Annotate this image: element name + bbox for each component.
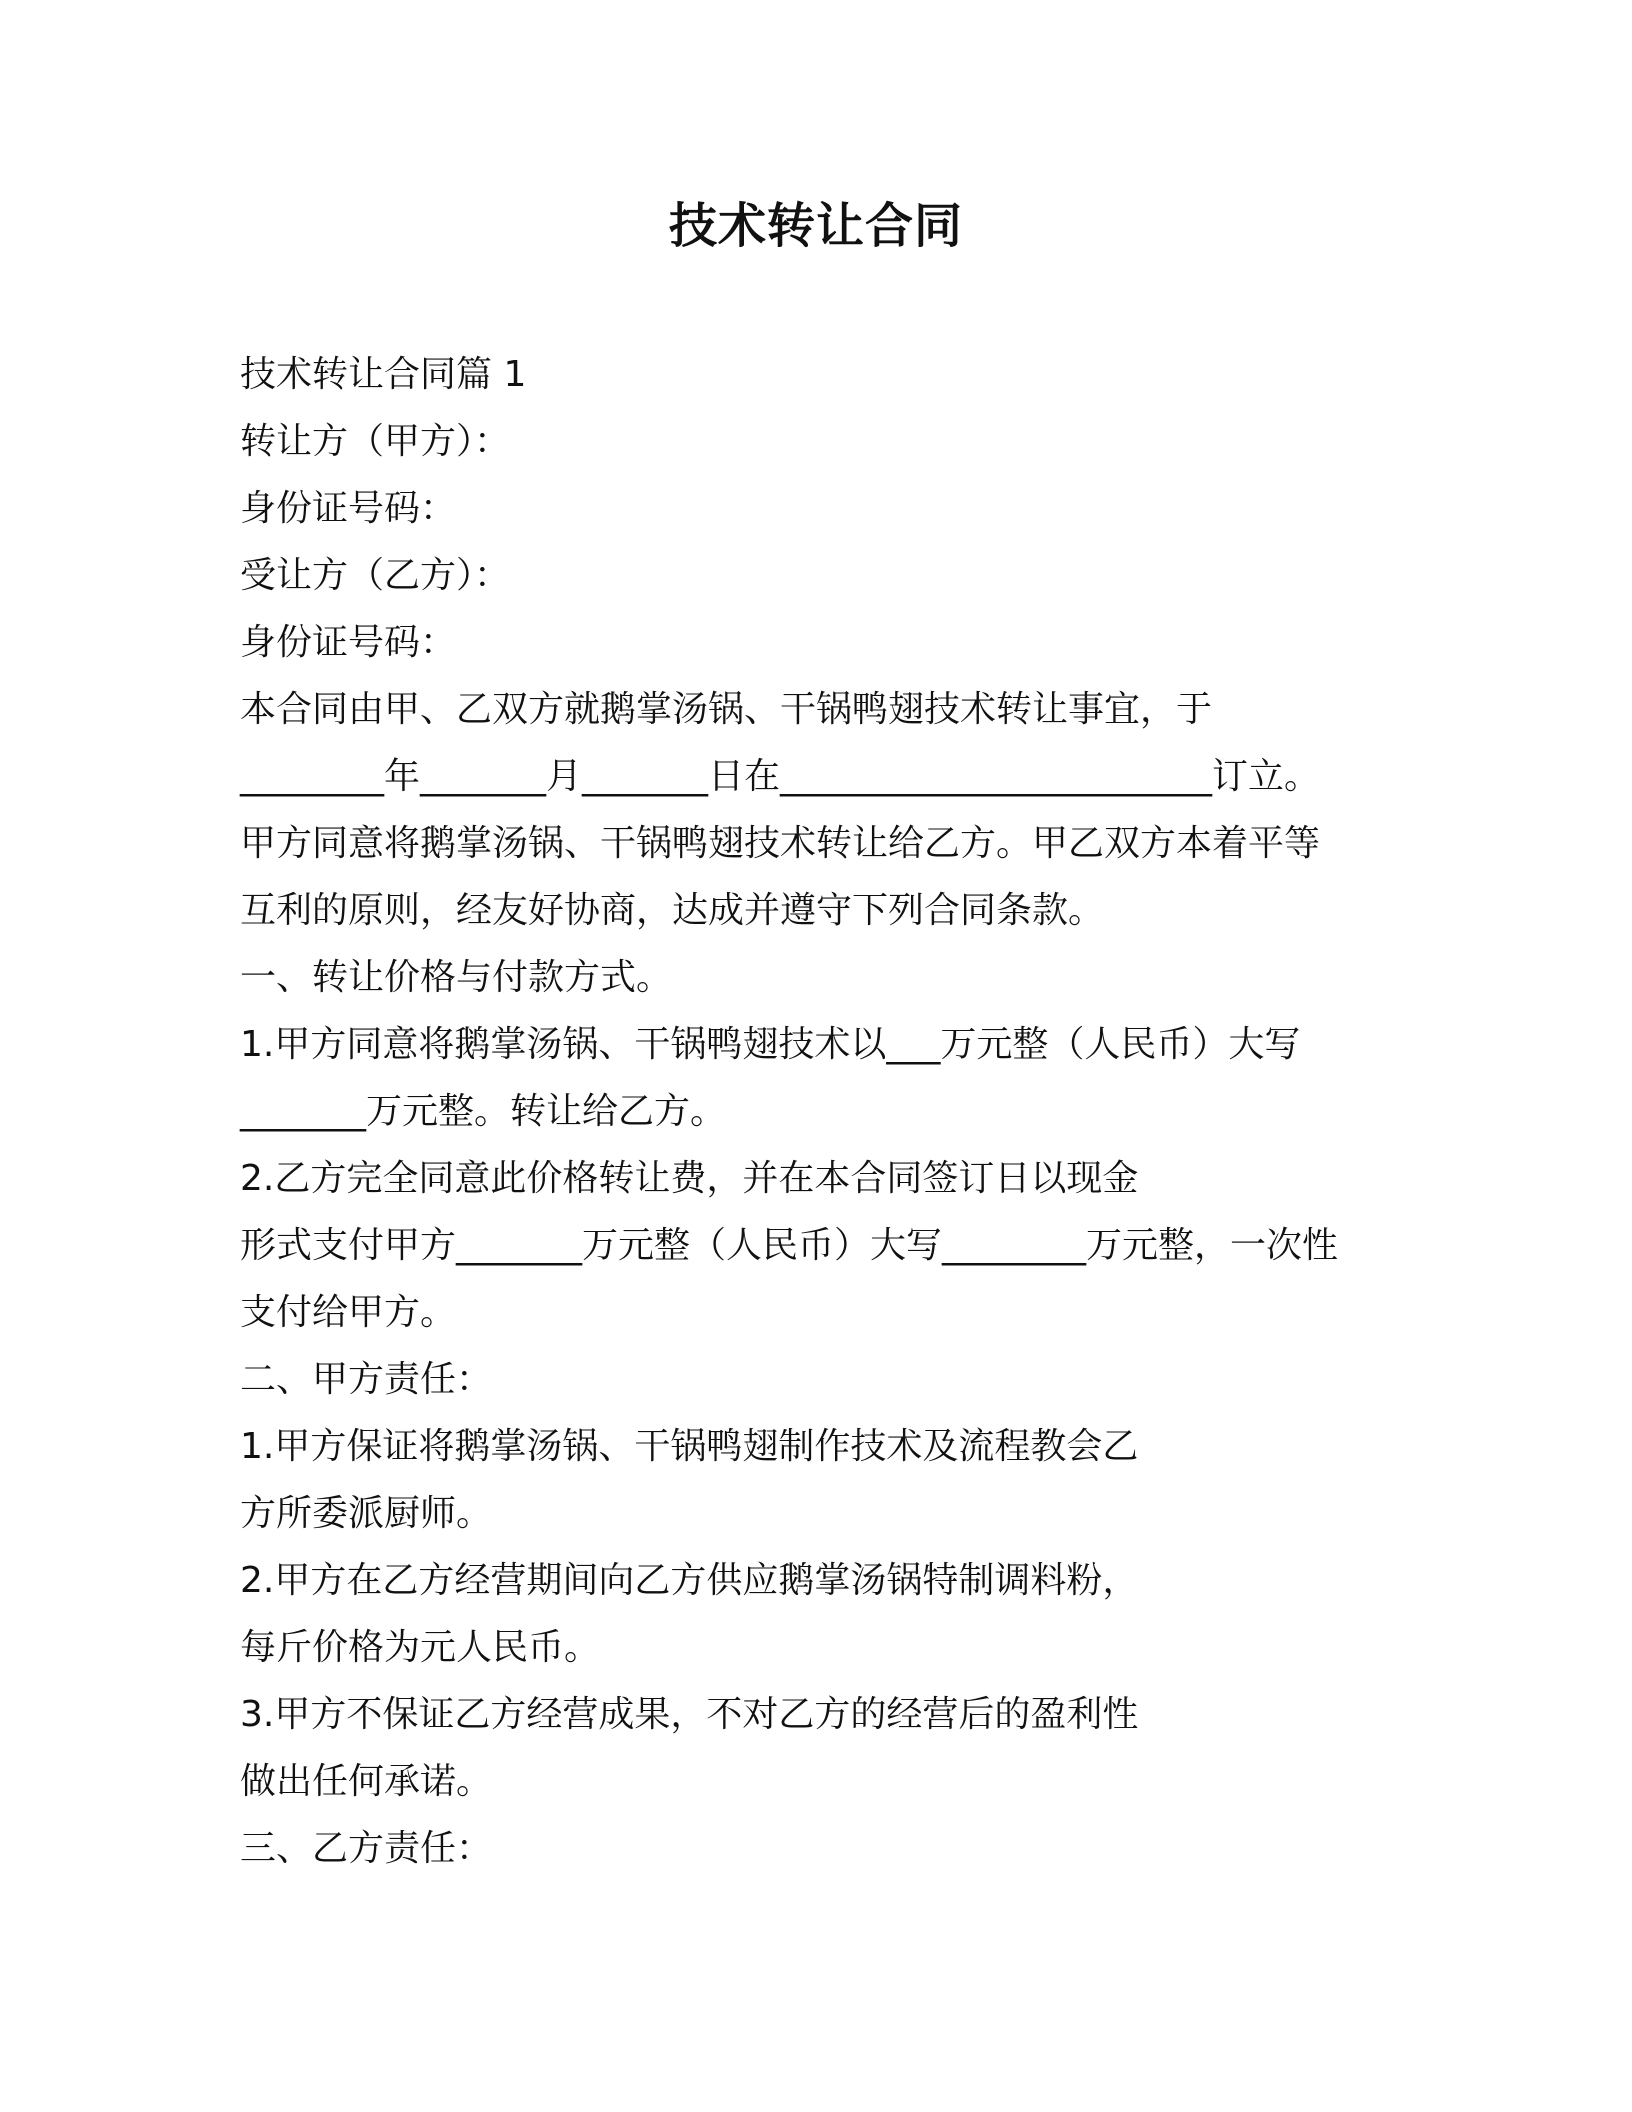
document-line: 受让方（乙方）：: [240, 555, 511, 596]
document-line: 方所委派厨师。: [240, 1493, 493, 1534]
document-line: 2.甲方在乙方经营期间向乙方供应鹅掌汤锅特制调料粉，: [240, 1560, 1139, 1601]
document-line: 支付给甲方。: [240, 1292, 457, 1333]
document-line: 形式支付甲方_______万元整（人民币）大写________万元整，一次性: [240, 1225, 1339, 1266]
document-line: 3.甲方不保证乙方经营成果，不对乙方的经营后的盈利性: [240, 1694, 1139, 1735]
document-line: 一、转让价格与付款方式。: [240, 957, 673, 998]
document-body: [240, 341, 1390, 1882]
document-line: 做出任何承诺。: [240, 1761, 493, 1802]
document-line: 1.甲方同意将鹅掌汤锅、干锅鸭翅技术以___万元整（人民币）大写: [240, 1024, 1301, 1065]
document-title: 技术转让合同: [668, 198, 963, 254]
document-line: 身份证号码：: [240, 488, 457, 529]
document-line: 二、甲方责任：: [240, 1359, 493, 1400]
document-line: 每斤价格为元人民币。: [240, 1627, 601, 1668]
document-line: 互利的原则，经友好协商，达成并遵守下列合同条款。: [240, 890, 1105, 931]
document-line: 2.乙方完全同意此价格转让费，并在本合同签订日以现金: [240, 1158, 1139, 1199]
document-line: 转让方（甲方）：: [240, 421, 511, 462]
document-line: 技术转让合同篇 1: [240, 354, 527, 395]
document-line: 身份证号码：: [240, 622, 457, 663]
document-line: 本合同由甲、乙双方就鹅掌汤锅、干锅鸭翅技术转让事宜，于: [240, 689, 1213, 730]
document-line: 三、乙方责任：: [240, 1828, 493, 1869]
document-line: ________年_______月_______日在________________________订立。: [240, 756, 1320, 797]
document-line: 1.甲方保证将鹅掌汤锅、干锅鸭翅制作技术及流程教会乙: [240, 1426, 1139, 1467]
document-line: _______万元整。转让给乙方。: [240, 1091, 727, 1132]
document-line: 甲方同意将鹅掌汤锅、干锅鸭翅技术转让给乙方。甲乙双方本着平等: [240, 823, 1321, 864]
